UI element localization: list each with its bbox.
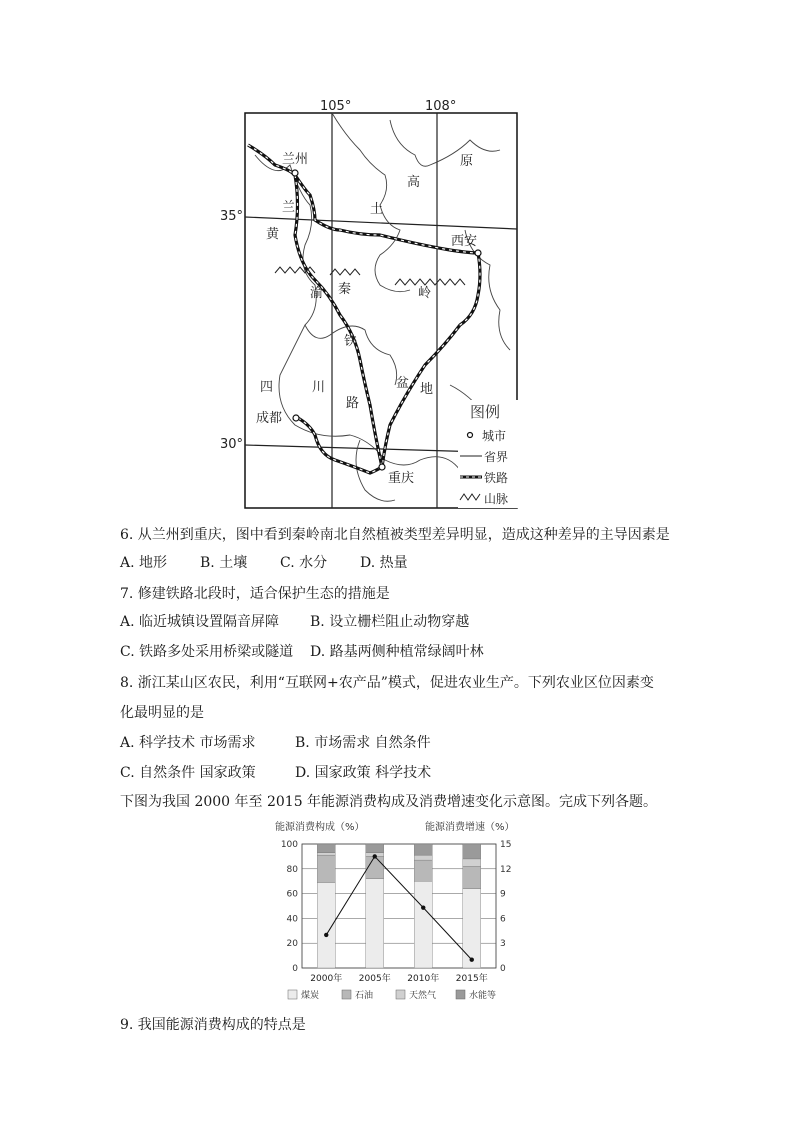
q7-option-d[interactable]: D. 路基两侧种植常绿阔叶林 — [310, 644, 484, 660]
region-char-lu: 路 — [346, 396, 360, 411]
city-marker-xian — [475, 250, 481, 256]
bar-segment-石油 — [317, 855, 335, 882]
q6-options — [120, 553, 408, 573]
q7-options-row2 — [120, 642, 484, 662]
legend-mountain-label: 山脉 — [484, 492, 509, 506]
lat-label-35: 35° — [220, 209, 244, 224]
right-axis-label: 能源消费增速（%） — [425, 822, 515, 833]
q6-option-b[interactable]: B. 土壤 — [200, 555, 248, 571]
bar-segment-煤炭 — [366, 879, 384, 968]
legend-label-水能等: 水能等 — [469, 991, 497, 1001]
energy-chart — [270, 818, 530, 1008]
legend-swatch-水能等 — [456, 990, 465, 999]
lon-label-108: 108° — [425, 99, 457, 114]
region-char-yu: 渝 — [310, 286, 324, 301]
city-label-xian: 西安 — [451, 234, 478, 249]
q8-option-c[interactable]: C. 自然条件 国家政策 — [120, 765, 256, 781]
left-tick-label: 20 — [286, 939, 298, 950]
legend-city-icon — [468, 433, 473, 438]
city-label-chengdu: 成都 — [256, 411, 283, 426]
category-label: 2005年 — [358, 974, 391, 984]
city-marker-lanzhou — [292, 170, 298, 176]
region-char-qin: 秦 — [338, 282, 352, 297]
map-svg — [220, 95, 520, 510]
q8-options-row2 — [120, 763, 431, 783]
city-label-chongqing: 重庆 — [388, 471, 415, 486]
legend-label-石油: 石油 — [355, 991, 374, 1001]
region-char-tu: 土 — [370, 202, 384, 217]
q8-stem-line2: 化最明显的是 — [120, 705, 204, 721]
region-char-chuan: 川 — [312, 380, 326, 395]
region-char-di: 地 — [420, 382, 434, 397]
right-tick-label: 3 — [500, 939, 506, 950]
energy-chart-svg — [270, 818, 530, 1008]
legend-railway-label: 铁路 — [484, 471, 509, 485]
region-char-gao: 高 — [407, 175, 421, 190]
q6-option-d[interactable]: D. 热量 — [360, 555, 408, 571]
left-tick-label: 80 — [286, 864, 298, 875]
city-label-lanzhou: 兰州 — [282, 152, 309, 167]
growth-rate-point — [470, 958, 474, 962]
lat-label-30: 30° — [220, 437, 244, 452]
left-tick-label: 100 — [280, 840, 298, 850]
bar-segment-水能等 — [317, 844, 335, 853]
bar-segment-水能等 — [366, 844, 384, 853]
left-axis-label: 能源消费构成（%） — [275, 822, 365, 833]
region-char-yuan: 原 — [460, 154, 474, 169]
legend-swatch-石油 — [342, 990, 351, 999]
left-tick-label: 40 — [286, 914, 298, 925]
q7-option-a[interactable]: A. 临近城镇设置隔音屏障 — [120, 614, 280, 630]
legend-label-煤炭: 煤炭 — [301, 991, 320, 1001]
growth-rate-point — [324, 933, 328, 937]
bar-segment-煤炭 — [414, 881, 432, 968]
right-tick-label: 12 — [500, 864, 512, 875]
q8-option-b[interactable]: B. 市场需求 自然条件 — [295, 735, 431, 751]
bar-segment-石油 — [414, 860, 432, 881]
region-char-tie: 铁 — [344, 334, 358, 349]
category-label: 2000年 — [310, 974, 343, 984]
q6-option-a[interactable]: A. 地形 — [120, 555, 168, 571]
q7-options-row1 — [120, 612, 469, 632]
q8-option-a[interactable]: A. 科学技术 市场需求 — [120, 735, 256, 751]
map-legend — [458, 400, 518, 508]
legend-boundary-label: 省界 — [484, 450, 509, 464]
region-char-ling: 岭 — [418, 286, 432, 301]
left-tick-label: 0 — [292, 964, 298, 974]
bar-segment-天然气 — [317, 853, 335, 855]
growth-rate-point — [421, 905, 425, 909]
right-tick-label: 6 — [500, 914, 506, 925]
region-char-pen: 盆 — [396, 376, 410, 391]
bar-segment-天然气 — [463, 859, 481, 866]
growth-rate-point — [373, 854, 377, 858]
chart-intro: 下图为我国 2000 年至 2015 年能源消费构成及消费增速变化示意图。完成下列各题。 — [120, 794, 658, 810]
legend-label-天然气: 天然气 — [409, 991, 437, 1001]
category-label: 2010年 — [407, 974, 440, 984]
q6-stem: 6. 从兰州到重庆，图中看到秦岭南北自然植被类型差异明显，造成这种差异的主导因素是 — [120, 527, 670, 543]
q7-stem: 7. 修建铁路北段时，适合保护生态的措施是 — [120, 586, 390, 602]
legend-swatch-天然气 — [396, 990, 405, 999]
q9-stem: 9. 我国能源消费构成的特点是 — [120, 1017, 306, 1033]
bar-segment-水能等 — [463, 844, 481, 859]
city-marker-chengdu — [293, 415, 299, 421]
right-tick-label: 9 — [500, 889, 506, 900]
category-label: 2015年 — [455, 974, 488, 984]
q7-option-c[interactable]: C. 铁路多处采用桥梁或隧道 — [120, 644, 294, 660]
legend-swatch-煤炭 — [288, 990, 297, 999]
bar-segment-石油 — [366, 856, 384, 878]
q7-option-b[interactable]: B. 设立栅栏阻止动物穿越 — [310, 614, 470, 630]
map-figure — [220, 95, 520, 510]
right-tick-label: 0 — [500, 964, 506, 974]
bar-segment-煤炭 — [463, 889, 481, 968]
region-char-huang: 黄 — [266, 227, 280, 242]
q8-option-d[interactable]: D. 国家政策 科学技术 — [295, 765, 432, 781]
q6-option-c[interactable]: C. 水分 — [280, 555, 328, 571]
legend-city-label: 城市 — [482, 429, 507, 443]
right-tick-label: 15 — [500, 840, 512, 850]
q8-stem-line1: 8. 浙江某山区农民，利用“互联网+农产品”模式，促进农业生产。下列农业区位因素变 — [120, 675, 654, 691]
left-tick-label: 60 — [286, 889, 298, 900]
region-char-si: 四 — [260, 380, 274, 395]
bar-segment-水能等 — [414, 844, 432, 855]
q8-options-row1 — [120, 733, 431, 753]
growth-rate-line — [326, 856, 472, 959]
bar-segment-石油 — [463, 866, 481, 888]
city-marker-chongqing — [379, 464, 385, 470]
legend-title: 图例 — [470, 403, 501, 421]
lon-label-105: 105° — [320, 99, 352, 114]
bar-segment-天然气 — [414, 855, 432, 860]
region-char-lan: 兰 — [282, 200, 296, 215]
